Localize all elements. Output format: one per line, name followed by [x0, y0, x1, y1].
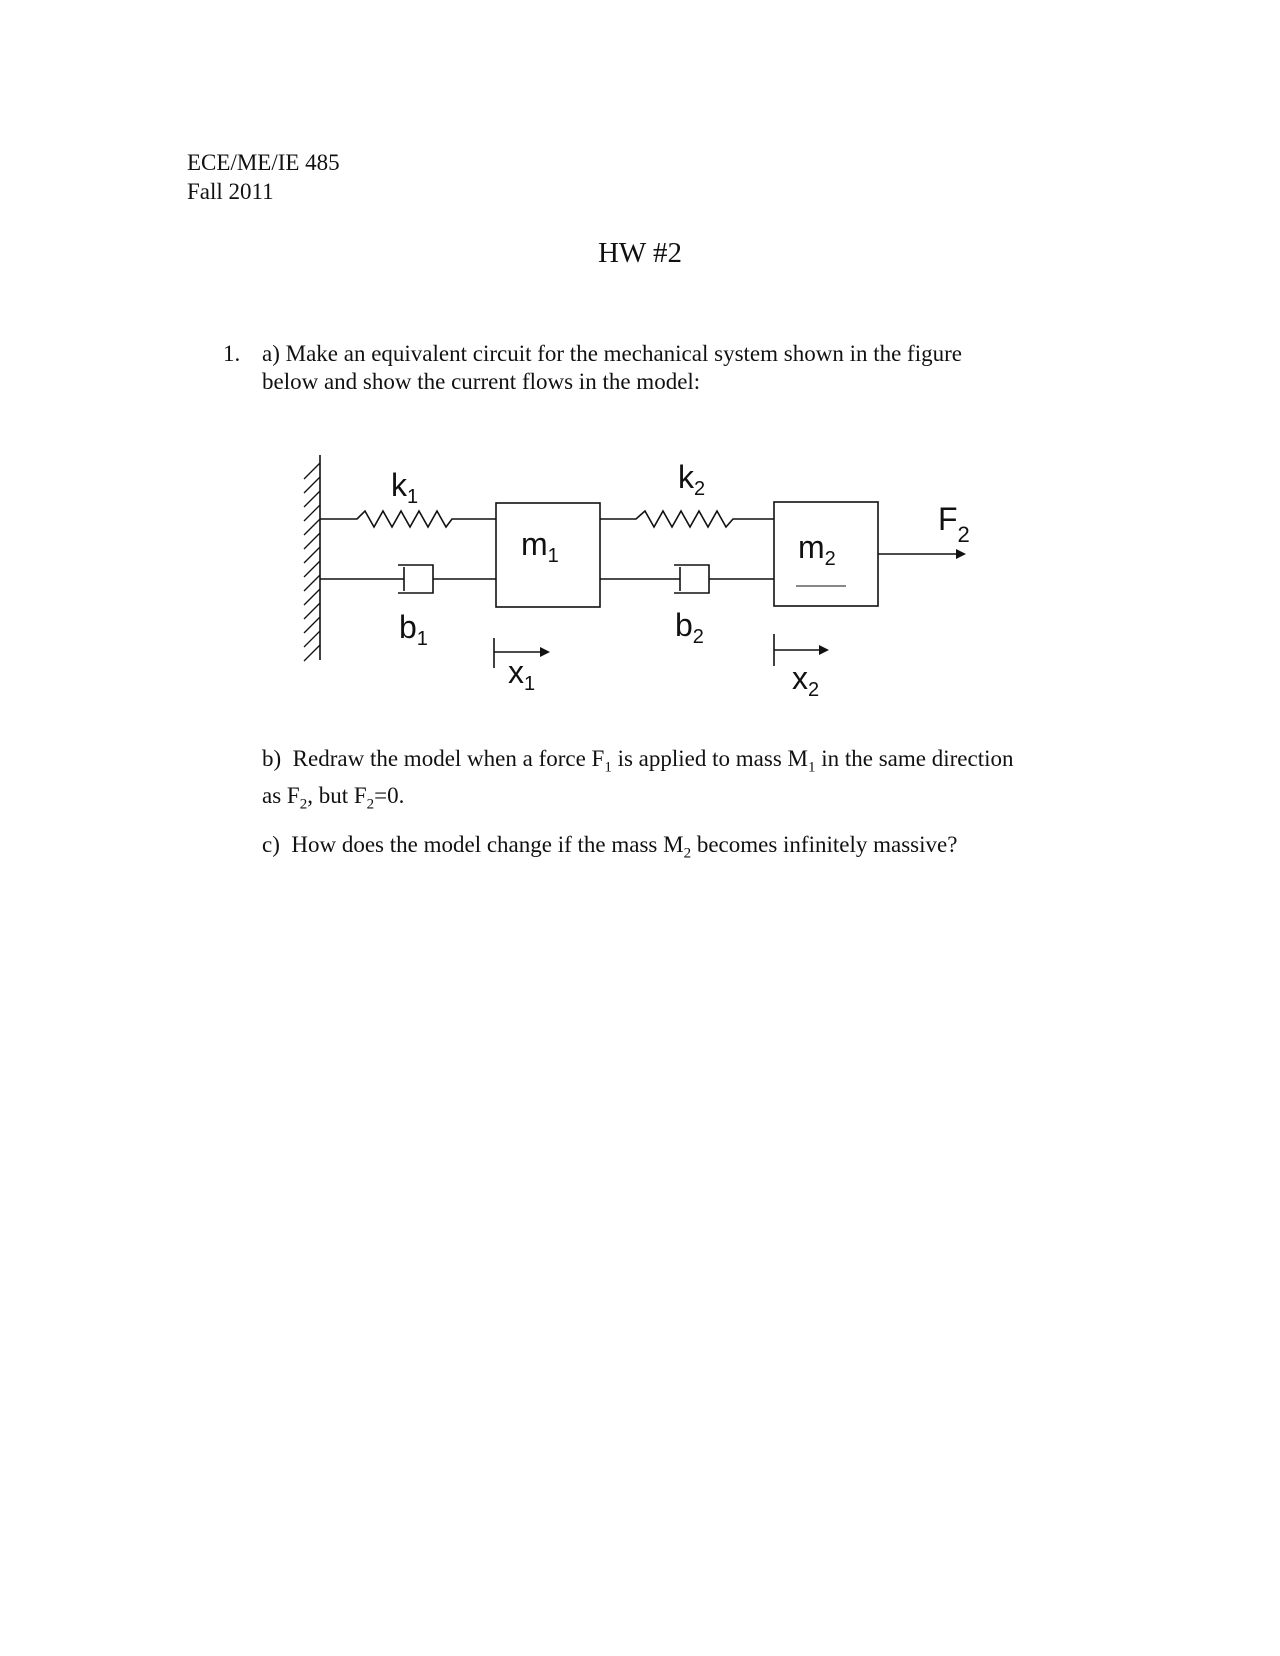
part-b-sub-2: 1	[807, 759, 816, 776]
part-b-text-3: in the same direction	[815, 746, 1014, 771]
label-f2: $F_2$	[938, 501, 970, 547]
part-b-line-2b: , but F	[307, 782, 367, 808]
part-b-sub-1: 1	[604, 759, 612, 776]
part-c-label: c)	[262, 832, 280, 857]
spring-k1	[320, 511, 496, 527]
label-b1: $b_1$	[399, 609, 428, 650]
part-b-text-1: Redraw the model when a force F	[292, 746, 605, 771]
displacement-x1-arrowhead	[540, 647, 550, 657]
term: Fall 2011	[187, 179, 274, 204]
part-b-sub-4: 2	[366, 796, 375, 813]
part-b-label: b)	[262, 746, 282, 771]
part-b-line-2	[262, 782, 1013, 819]
label-k1: $k_1$	[391, 467, 419, 508]
label-k2: $k_2$	[678, 459, 706, 500]
label-x1: $x_1$	[508, 654, 536, 695]
label-b2: $b_2$	[675, 607, 704, 648]
course-name: ECE/ME/IE 485	[187, 150, 340, 175]
part-c	[262, 831, 957, 868]
page-title: HW #2	[597, 237, 683, 269]
damper-b1	[320, 565, 496, 593]
displacement-x2-arrowhead	[819, 645, 829, 655]
question-number: 1.	[223, 341, 241, 366]
label-x2: $x_2$	[792, 660, 820, 701]
wall-hatching	[304, 463, 320, 661]
part-b	[262, 745, 1013, 818]
part-a-line-2: below and show the current flows in the model:	[262, 369, 701, 394]
part-b-text-2: is applied to mass M	[611, 746, 808, 771]
part-b-sub-3: 2	[299, 796, 308, 813]
part-b-line-2c: =0.	[374, 782, 405, 808]
spring-k2	[600, 511, 774, 527]
part-c-sub-1: 2	[683, 845, 692, 862]
part-a-line-1: a) Make an equivalent circuit for the mechanical system shown in the figure	[262, 341, 962, 366]
part-c-text-1: How does the model change if the mass M	[291, 832, 684, 857]
part-b-line-2a: as F	[262, 782, 300, 808]
part-c-text-2: becomes infinitely massive?	[691, 832, 958, 857]
damper-b2	[600, 565, 774, 593]
label-m1: $m_1$	[521, 526, 559, 567]
part-c-line-1	[262, 831, 957, 868]
label-m2: $m_2$	[798, 529, 836, 570]
force-f2-arrowhead	[956, 549, 966, 559]
part-b-line-1	[262, 745, 1013, 782]
